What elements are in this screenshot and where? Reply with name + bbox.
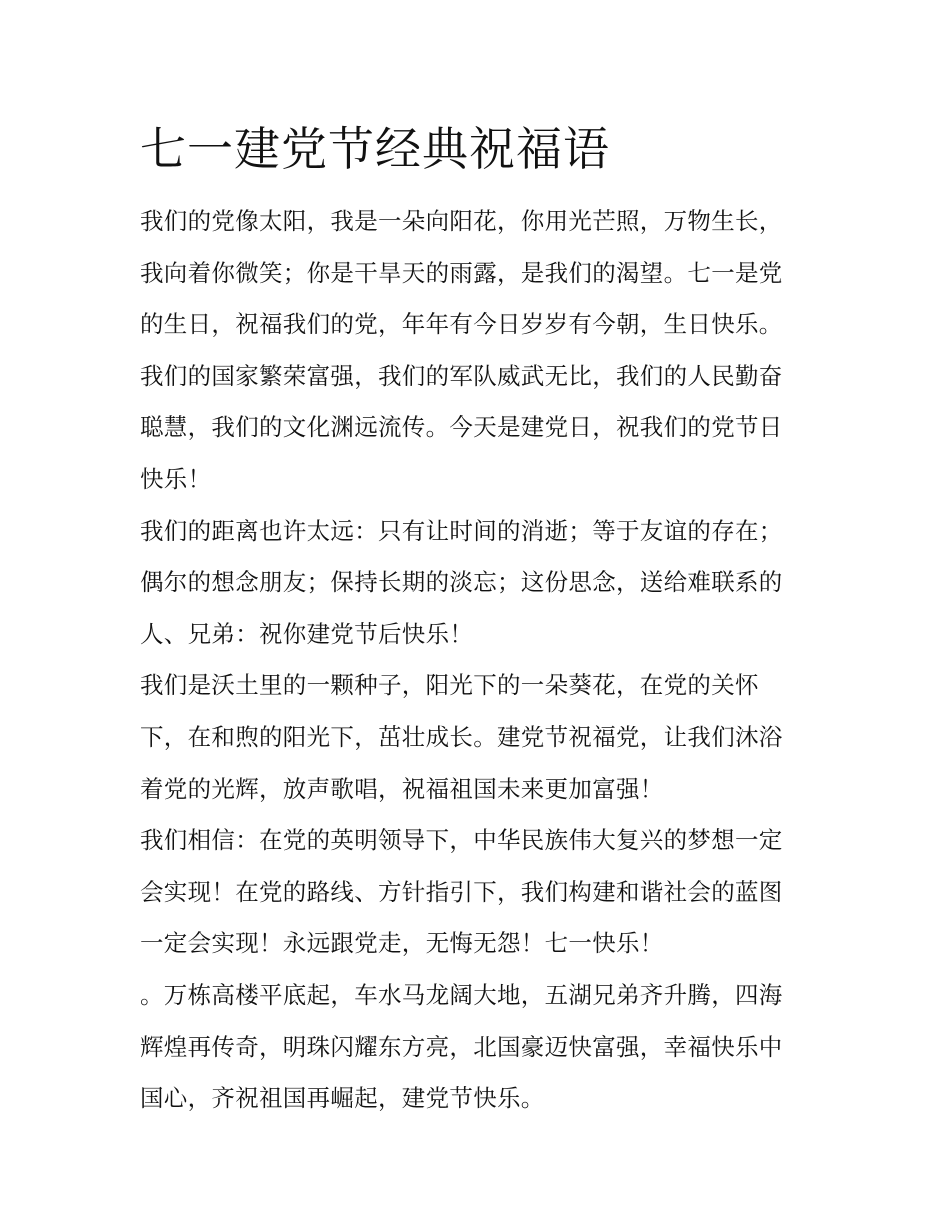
text-line: 。万栋高楼平底起，车水马龙阔大地，五湖兄弟齐升腾，四海 [140,980,783,1009]
text-line: 国心，齐祝祖国再崛起，建党节快乐。 [140,1084,545,1113]
text-line: 下，在和煦的阳光下，茁壮成长。建党节祝福党，让我们沐浴 [140,722,783,751]
text-line: 聪慧，我们的文化渊远流传。今天是建党日，祝我们的党节日 [140,413,783,442]
paragraph-5 [140,815,820,970]
document-content [140,118,820,1125]
paragraph-3 [140,506,820,661]
text-line: 的生日，祝福我们的党，年年有今日岁岁有今朝，生日快乐。 [140,310,783,339]
paragraph-2 [140,351,820,506]
text-line: 我们相信：在党的英明领导下，中华民族伟大复兴的梦想一定 [140,826,783,855]
text-line: 我们是沃土里的一颗种子，阳光下的一朵葵花，在党的关怀 [140,671,759,700]
text-line: 偶尔的想念朋友；保持长期的淡忘；这份思念，送给难联系的 [140,568,783,597]
text-line: 我们的党像太阳，我是一朵向阳花，你用光芒照，万物生长， [140,207,783,235]
paragraph-6 [140,970,820,1125]
text-line: 人、兄弟：祝你建党节后快乐！ [140,619,474,648]
paragraph-4 [140,660,820,815]
title-spacing [140,180,820,196]
text-line: 我们的距离也许太远：只有让时间的消逝；等于友谊的存在； [140,516,783,545]
text-line: 会实现！在党的路线、方针指引下，我们构建和谐社会的蓝图 [140,877,783,906]
text-line: 辉煌再传奇，明珠闪耀东方亮，北国豪迈快富强，幸福快乐中 [140,1032,783,1061]
text-line: 我们的国家繁荣富强，我们的军队威武无比，我们的人民勤奋 [140,361,783,390]
text-line: 一定会实现！永远跟党走，无悔无怨！七一快乐！ [140,929,664,958]
text-line: 我向着你微笑；你是干旱天的雨露，是我们的渴望。七一是党 [140,258,783,287]
text-line: 着党的光辉，放声歌唱，祝福祖国未来更加富强！ [140,774,664,803]
document-title: 七一建党节经典祝福语 [140,122,610,176]
paragraph-1 [140,196,820,351]
text-line: 快乐！ [140,464,212,493]
